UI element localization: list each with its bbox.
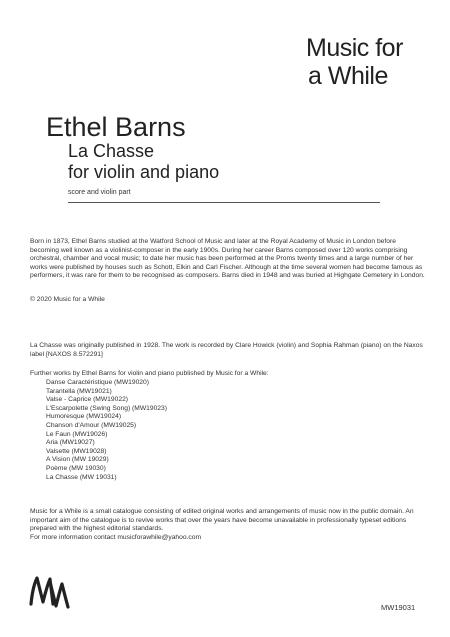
list-item: Humoresque (MW19024) xyxy=(46,413,122,421)
work-title: La Chasse xyxy=(68,141,155,161)
logo-line-2: a While xyxy=(308,62,388,90)
biography-paragraph: Born in 1873, Ethel Barns studied at the Watford School of Music and later at the Royal Academy of Music in London before becoming well known as a violinist-composer in the early 1900s. During her career Barns composed over 120 works comprising orchestral, chamber and vocal music; to date her music has been performed at the Proms twenty times and a large number of her works were published by houses such as Schott, Elkin and Carl Fischer. Although at the time several women had become famous as performers, it was rare for them to be recognised as composers. Barns died in 1948 and was buried at Highgate Cemetery in London. xyxy=(30,238,425,280)
list-item: Poème (MW 19030) xyxy=(46,464,106,472)
catalogue-paragraph: Music for a While is a small catalogue consisting of edited original works and arrangements of music now in the public domain. An important aim of the catalogue is to revive works that over the years have become unavailable in professionally typeset editions prepared with the highest editorial standards. xyxy=(30,508,414,533)
list-item: Valsette (MW19028) xyxy=(46,447,107,455)
publication-note: La Chasse was originally published in 1928. The work is recorded by Clare Howick (violin) and Sophia Rahman (piano) on the Naxos label [NAXOS 8.572291] xyxy=(30,342,423,358)
work-subtitle: for violin and piano xyxy=(68,162,220,182)
list-item: Tarantella (MW19021) xyxy=(46,387,112,395)
list-item: Chanson d'Amour (MW19025) xyxy=(46,421,137,429)
list-item: Le Faun (MW19026) xyxy=(46,430,108,438)
logo-line-1: Music for xyxy=(306,34,403,62)
title-divider xyxy=(68,202,380,203)
copyright-line: © 2020 Music for a While xyxy=(30,296,105,303)
list-item: Danse Caractéristique (MW19020) xyxy=(46,379,149,386)
list-item: Aria (MW19027) xyxy=(46,439,95,447)
publisher-logo xyxy=(306,34,418,92)
further-works-intro: Further works by Ethel Barns for violin and piano published by Music for a While: xyxy=(30,370,269,377)
list-item: La Chasse (MW 19031) xyxy=(46,473,117,481)
list-item: L'Escarpolette (Swing Song) (MW19023) xyxy=(46,404,167,412)
parts-note: score and violin part xyxy=(68,189,131,196)
mw-monogram-icon xyxy=(28,574,72,610)
list-item: A Vision (MW 19029) xyxy=(46,456,109,464)
works-list xyxy=(46,379,167,482)
catalogue-code: MW19031 xyxy=(381,603,416,612)
list-item: Valse - Caprice (MW19022) xyxy=(46,396,129,404)
contact-line: For more information contact musicforawhile@yahoo.com xyxy=(30,534,202,541)
composer-name: Ethel Barns xyxy=(46,112,186,142)
